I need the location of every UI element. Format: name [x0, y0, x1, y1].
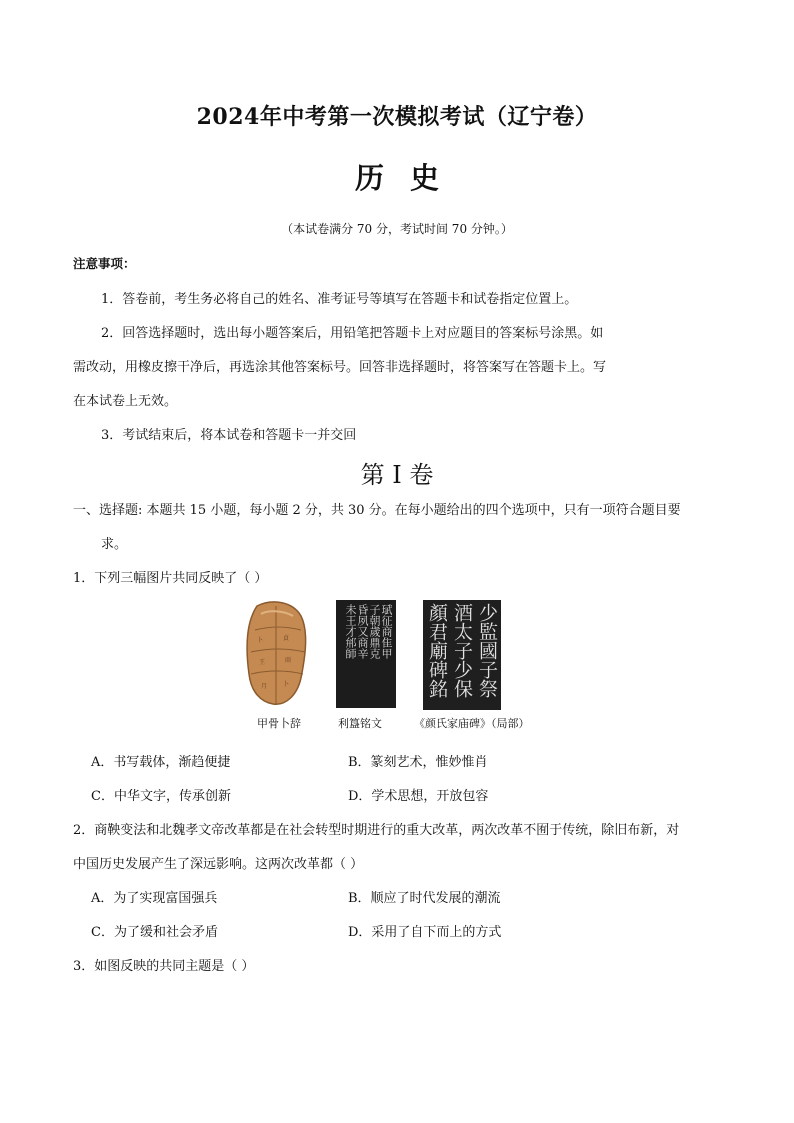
q2-option-c: C．为了缓和社会矛盾 — [91, 925, 218, 940]
notice-item-2-line-3: 在本试卷上无效。 — [73, 394, 178, 409]
notice-item-1: 1．答卷前，考生务必将自己的姓名、准考证号等填写在答题卡和试卷指定位置上。 — [101, 292, 578, 307]
svg-text:雨: 雨 — [285, 657, 292, 664]
q2-option-d: D．采用了自下而上的方式 — [348, 925, 502, 940]
notice-item-3: 3．考试结束后，将本试卷和答题卡一并交回 — [101, 428, 357, 443]
stele-column-1: 少監國子祭 — [476, 603, 498, 698]
oracle-bone-image — [243, 600, 308, 708]
q2-option-b: B．顺应了时代发展的潮流 — [348, 891, 501, 906]
caption-yan-stele: 《颜氏家庙碑》（局部） — [414, 717, 530, 730]
svg-text:月: 月 — [261, 683, 268, 690]
q1-option-c: C．中华文字，传承创新 — [91, 789, 231, 804]
q2-stem-line-2: 中国历史发展产生了深远影响。这两次改革都（ ） — [73, 857, 364, 872]
caption-oracle-bone: 甲骨卜辞 — [257, 717, 301, 730]
q1-option-b: B．篆刻艺术，惟妙惟肖 — [348, 755, 488, 770]
svg-text:卜: 卜 — [283, 681, 290, 688]
q1-stem: 1．下列三幅图片共同反映了（ ） — [73, 571, 268, 586]
notice-heading: 注意事项： — [73, 256, 136, 271]
caption-li-gui: 利簋铭文 — [338, 717, 382, 730]
q3-stem: 3．如图反映的共同主题是（ ） — [73, 959, 255, 974]
svg-text:卜: 卜 — [257, 637, 264, 644]
exam-info: （本试卷满分 70 分，考试时间 70 分钟。） — [281, 222, 513, 236]
stele-column-2: 酒太子少保 — [451, 603, 473, 698]
svg-text:貞: 貞 — [283, 635, 290, 642]
notice-item-2-line-2: 需改动，用橡皮擦干净后，再选涂其他答案标号。回答非选择题时，将答案写在答题卡上。写 — [73, 360, 607, 375]
exam-title: 2024年中考第一次模拟考试（辽宁卷） — [196, 104, 598, 130]
yan-stele-image — [423, 600, 501, 710]
notice-item-2-line-1: 2．回答选择题时，选出每小题答案后，用铅笔把答题卡上对应题目的答案标号涂黑。如 — [101, 326, 604, 341]
section-intro-line-2: 求。 — [101, 537, 128, 552]
q2-option-a: A．为了实现富国强兵 — [91, 891, 218, 906]
q2-stem-line-1: 2．商鞅变法和北魏孝文帝改革都是在社会转型时期进行的重大改革，两次改革不囿于传统，除旧布新，对 — [73, 823, 680, 838]
q1-option-d: D．学术思想，开放包容 — [348, 789, 489, 804]
subject-title: 历史 — [354, 161, 465, 195]
svg-text:王: 王 — [259, 659, 266, 666]
q1-option-a: A．书写载体，渐趋便捷 — [91, 755, 231, 770]
stele-column-3: 顏君廟碑銘 — [426, 603, 448, 698]
li-gui-inscription-image: 珷征商隹甲 子朝歲鼎克 昏夙又商辛 未王才𨚕師 — [336, 600, 396, 708]
section-title: 第 I 卷 — [360, 461, 434, 489]
section-intro-line-1: 一、选择题: 本题共 15 小题，每小题 2 分，共 30 分。在每小题给出的四个选项中，只有一项符合题目要 — [73, 503, 681, 518]
